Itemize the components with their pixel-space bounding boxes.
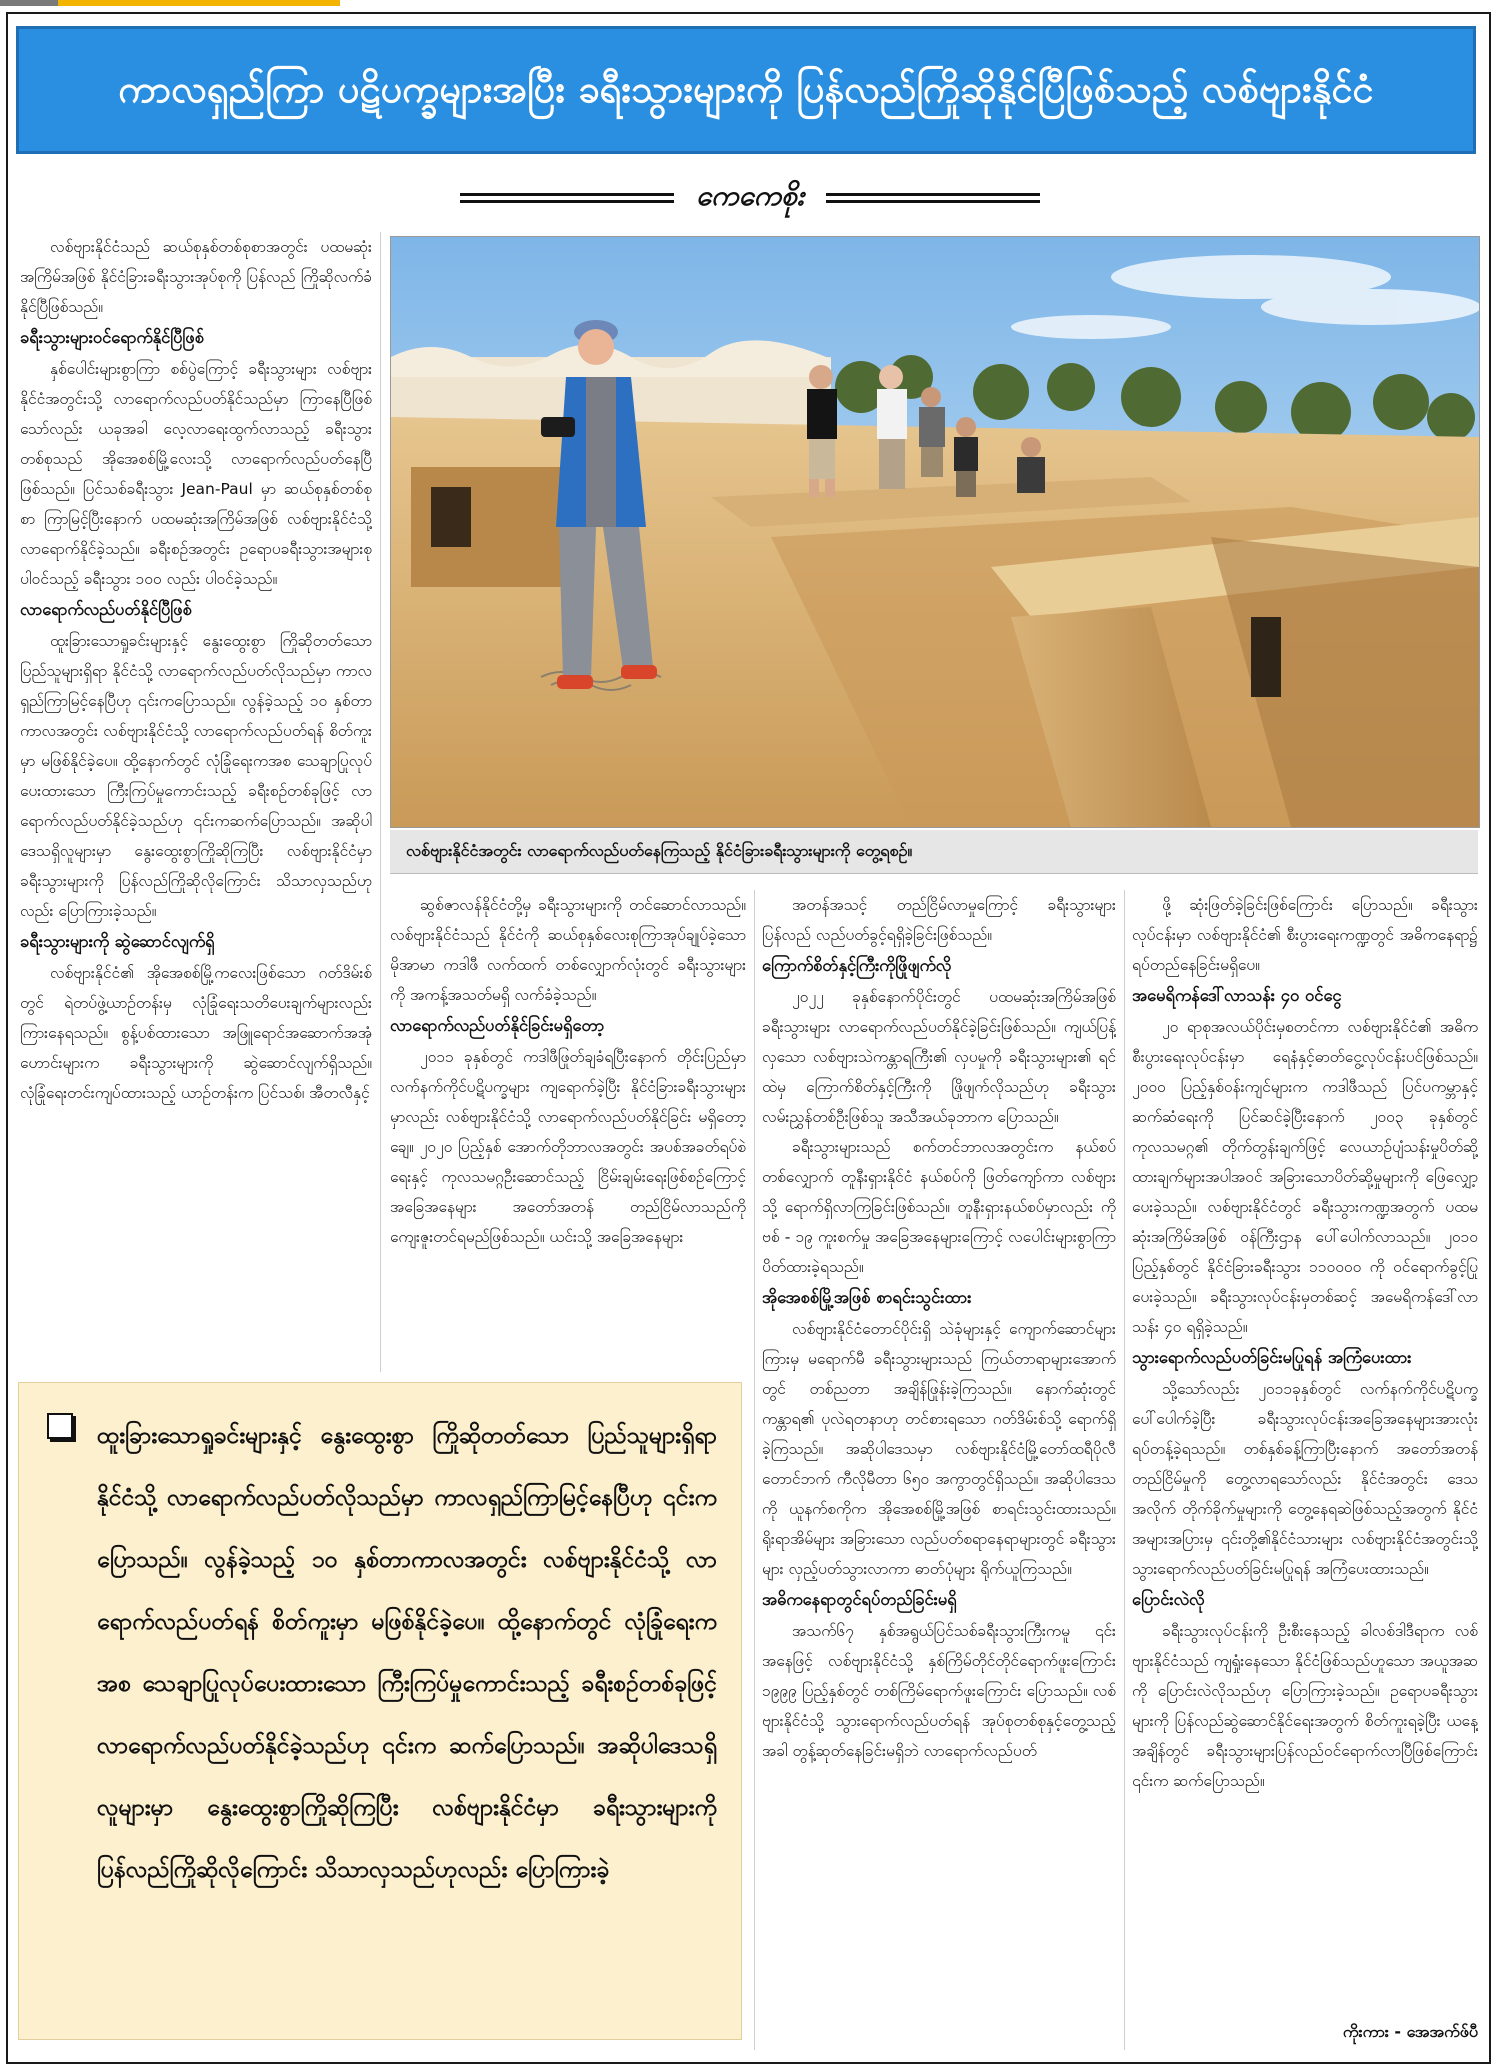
checkbox-bullet-icon: [47, 1413, 73, 1439]
paragraph: လစ်ဗျားနိုင်ငံ၏ အိုအေစစ်မြို့ကလေးဖြစ်သော ဂတ်ဒိမ်းစ်တွင် ရဲတပ်ဖွဲ့ယာဉ်တန်းမှ လုံခြုံရေးသတိပေးချက်များလည်း ကြားနေရသည်။ စွန့်ပစ်ထားသော အဖြူရောင်အဆောက်အအုံဟောင်းများက ခရီးသွားများကို ဆွဲဆောင်လျက်ရှိသည်။ လုံခြုံရေးတင်းကျပ်ထားသည့် ယာဉ်တန်းက ပြင်သစ်၊ အီတလီနှင့်: [20, 964, 372, 1102]
paragraph: ဖို့ ဆုံးဖြတ်ခဲ့ခြင်းဖြစ်ကြောင်း ပြောသည်။ ခရီးသွားလုပ်ငန်းမှာ လစ်ဗျားနိုင်ငံ၏ စီးပွားရေးကဏ္ဍတွင် အဓိကနေရာ၌ ရပ်တည်နေခြင်းမရှိပေ။: [1132, 896, 1478, 974]
paragraph: အသက်၆၇ နှစ်အရွယ်ပြင်သစ်ခရီးသွားကြီးကမူ ၎င်းအနေဖြင့် လစ်ဗျားနိုင်ငံသို့ နှစ်ကြိမ်တိုင်တိုင်ရောက်ဖူးကြောင်း ၁၉၉၉ ပြည့်နှစ်တွင် တစ်ကြိမ်ရောက်ဖူးကြောင်း ပြောသည်။ လစ်ဗျားနိုင်ငံသို့ သွားရောက်လည်ပတ်ရန် အုပ်စုတစ်စုနှင့်တွေ့သည့်အခါ တွန့်ဆုတ်နေခြင်းမရှိဘဲ လာရောက်လည်ပတ်: [762, 1622, 1116, 1760]
photo-tourists-ghadames-rooftop: [391, 237, 1479, 827]
top-strip-grey: [0, 0, 58, 6]
subheading: လာရောက်လည်ပတ်နိုင်ပြီဖြစ်: [20, 600, 192, 619]
subheading: အဓိကနေရာတွင်ရပ်တည်ခြင်းမရှိ: [762, 1590, 957, 1609]
subheading: အိုအေစစ်မြို့အဖြစ် စာရင်းသွင်းထား: [762, 1288, 972, 1307]
headline-banner: [16, 26, 1476, 154]
article-photo: [390, 236, 1480, 828]
photo-caption: လစ်ဗျားနိုင်ငံအတွင်း လာရောက်လည်ပတ်နေကြသည့် နိုင်ငံခြားခရီးသွားများကို တွေ့ရစဉ်။: [390, 830, 1478, 874]
paragraph: ၂၀၁၁ ခုနှစ်တွင် ကဒါဖီဖြုတ်ချခံရပြီးနောက် တိုင်းပြည်မှာ လက်နက်ကိုင်ပဋိပက္ခများ ကျရောက်ခဲ့ပြီး နိုင်ငံခြားခရီးသွားများမှာလည်း လစ်ဗျားနိုင်ငံသို့ လာရောက်လည်ပတ်နိုင်ခြင်း မရှိတော့ချေ။ ၂၀၂၀ ပြည့်နှစ် အောက်တိုဘာလအတွင်း အပစ်အခတ်ရပ်စဲရေးနှင့် ကုလသမဂ္ဂဦးဆောင်သည့် ငြိမ်းချမ်းရေးဖြစ်စဉ်ကြောင့် အခြေအနေများ အတော်အတန် တည်ငြိမ်လာသည်ကို ကျေးဇူးတင်ရမည်ဖြစ်သည်။ ယင်းသို့ အခြေအနေများ: [390, 1048, 746, 1246]
pull-quote-box: [18, 1382, 742, 2040]
byline: [460, 176, 1040, 220]
paragraph: နှစ်ပေါင်းများစွာကြာ စစ်ပွဲကြောင့် ခရီးသွားများ လစ်ဗျားနိုင်ငံအတွင်းသို့ လာရောက်လည်ပတ်နိုင်သည်မှာ ကြာနေပြီဖြစ်သော်လည်း ယခုအခါ လေ့လာရေးထွက်လာသည့် ခရီးသွားတစ်စုသည် အိုအေစစ်မြို့လေးသို့ လာရောက်လည်ပတ်နေပြီဖြစ်သည်။ ပြင်သစ်ခရီးသွား Jean-Paul မှာ ဆယ်စုနှစ်တစ်စုစာ ကြာမြင့်ပြီးနောက် ပထမဆုံးအကြိမ်အဖြစ် လစ်ဗျားနိုင်ငံသို့ လာရောက်နိုင်ခဲ့သည်။ ခရီးစဉ်အတွင်း ဥရောပခရီးသွားအများစု ပါဝင်သည့် ခရီးသွား ၁၀၀ လည်း ပါဝင်ခဲ့သည်။: [20, 360, 372, 588]
paragraph: လစ်ဗျားနိုင်ငံသည် ဆယ်စုနှစ်တစ်စုစာအတွင်း ပထမဆုံးအကြိမ်အဖြစ် နိုင်ငံခြားခရီးသွားအုပ်စုကို ပြန်လည် ကြိုဆိုလက်ခံနိုင်ပြီဖြစ်သည်။: [20, 238, 372, 316]
column-2: [390, 890, 746, 1374]
column-divider: [1124, 890, 1125, 2050]
byline-rule-right: [826, 193, 1040, 203]
paragraph: လစ်ဗျားနိုင်ငံတောင်ပိုင်းရှိ သဲခုံများနှင့် ကျောက်ဆောင်များကြားမှ မရောက်မီ ခရီးသွားများသည် ကြယ်တာရာများအောက်တွင် တစ်ညတာ အချိန်ဖြုန်းခဲ့ကြသည်။ နောက်ဆုံးတွင် ကန္တာရ၏ ပုလဲရတနာဟု တင်စားရသော ဂတ်ဒိမ်းစ်သို့ ရောက်ရှိခဲ့ကြသည်။ အဆိုပါဒေသမှာ လစ်ဗျားနိုင်ငံမြို့တော်ထရီပိုလီ တောင်ဘက် ကီလိုမီတာ ၆၅၀ အကွာတွင်ရှိသည်။ အဆိုပါဒေသကို ယူနက်စကိုက အိုအေစစ်မြို့အဖြစ် စာရင်းသွင်းထားသည်။ ရိုးရာအိမ်များ အခြားသော လည်ပတ်စရာနေရာများတွင် ခရီးသွားများ လှည့်ပတ်သွားလာကာ ဓာတ်ပုံများ ရိုက်ယူကြသည်။: [762, 1320, 1116, 1578]
source-credit: ကိုးကား - အေအက်ဖ်ပီ: [1342, 2022, 1478, 2041]
column-1: [20, 232, 372, 1372]
headline: ကာလရှည်ကြာ ပဋိပက္ခများအပြီး ခရီးသွားများကို ပြန်လည်ကြိုဆိုနိုင်ပြီဖြစ်သည့် လစ်ဗျားနိုင်ငံ: [118, 67, 1374, 112]
subheading: အမေရိကန်ဒေါ်လာသန်း ၄၀ ဝင်ငွေ: [1132, 986, 1342, 1005]
subheading: ကြောက်စိတ်နှင့်ကြီးကိုဖြိုဖျက်လို: [762, 956, 952, 975]
subheading: ခရီးသွားများကို ဆွဲဆောင်လျက်ရှိ: [20, 932, 215, 951]
column-divider: [754, 890, 755, 2050]
paragraph: ခရီးသွားများသည် စက်တင်ဘာလအတွင်းက နယ်စပ်တစ်လျှောက် တူနီးရှားနိုင်ငံ နယ်စပ်ကို ဖြတ်ကျော်ကာ လစ်ဗျားသို့ ရောက်ရှိလာကြခြင်းဖြစ်သည်။ တူနီးရှားနယ်စပ်မှာလည်း ကိုဗစ် - ၁၉ ကူးစက်မှု အခြေအနေများကြောင့် လပေါင်းများစွာကြာ ပိတ်ထားခဲ့ရသည်။: [762, 1138, 1116, 1276]
top-color-strip: [0, 0, 1499, 10]
column-divider: [380, 232, 381, 1372]
subheading: ခရီးသွားများဝင်ရောက်နိုင်ပြီဖြစ်: [20, 328, 204, 347]
paragraph: ဆွစ်ဇာလန်နိုင်ငံတို့မှ ခရီးသွားများကို တင်ဆောင်လာသည်။ လစ်ဗျားနိုင်ငံသည် နိုင်ငံကို ဆယ်စုနှစ်လေးစုကြာအုပ်ချုပ်ခဲ့သော မိုအာမာ ကဒါဖီ လက်ထက် တစ်လျှောက်လုံးတွင် ခရီးသွားများကို အကန့်အသတ်မရှိ လက်ခံခဲ့သည်။: [390, 896, 746, 1004]
paragraph: ၂၀၂၂ ခုနှစ်နောက်ပိုင်းတွင် ပထမဆုံးအကြိမ်အဖြစ် ခရီးသွားများ လာရောက်လည်ပတ်နိုင်ခဲ့ခြင်းဖြစ်သည်။ ကျယ်ပြန့်လှသော လစ်ဗျားသဲကန္တာရကြီး၏ လှပမှုကို ခရီးသွားများ၏ ရင်ထဲမှ ကြောက်စိတ်နှင့်ကြီးကို ဖြိုဖျက်လိုသည်ဟု ခရီးသွားလမ်းညွှန်တစ်ဦးဖြစ်သူ အသီအယ်ခုဘာက ပြောသည်။: [762, 988, 1116, 1126]
subheading: ပြောင်းလဲလို: [1132, 1590, 1205, 1609]
pull-quote-text: ထူးခြားသောရှုခင်းများနှင့် နွေးထွေးစွာ ကြိုဆိုတတ်သော ပြည်သူများရှိရာ နိုင်ငံသို့ လာရောက်လည်ပတ်လိုသည်မှာ ကာလရှည်ကြာမြင့်နေပြီဟု ၎င်းကပြောသည်။ လွန်ခဲ့သည့် ၁၀ နှစ်တာကာလအတွင်း လစ်ဗျားနိုင်ငံသို့ လာရောက်လည်ပတ်ရန် စိတ်ကူးမှာ မဖြစ်နိုင်ခဲ့ပေ။ ထို့နောက်တွင် လုံခြုံရေးကအစ သေချာပြုလုပ်ပေးထားသော ကြီးကြပ်မှုကောင်းသည့် ခရီးစဉ်တစ်ခုဖြင့် လာရောက်လည်ပတ်နိုင်ခဲ့သည်ဟု ၎င်းက ဆက်ပြောသည်။ အဆိုပါဒေသရှိလူများမှာ နွေးထွေးစွာကြိုဆိုကြပြီး လစ်ဗျားနိုင်ငံမှာ ခရီးသွားများကို ပြန်လည်ကြိုဆိုလိုကြောင်း သိသာလှသည်ဟုလည်း ပြောကြားခဲ့: [97, 1423, 717, 1883]
column-4: [1132, 890, 1478, 2010]
subheading: သွားရောက်လည်ပတ်ခြင်းမပြုရန် အကြံပေးထား: [1132, 1348, 1412, 1367]
subheading: လာရောက်လည်ပတ်နိုင်ခြင်းမရှိတော့: [390, 1016, 605, 1035]
byline-rule-left: [460, 193, 674, 203]
paragraph: ထူးခြားသောရှုခင်းများနှင့် နွေးထွေးစွာ ကြိုဆိုတတ်သောပြည်သူများရှိရာ နိုင်ငံသို့ လာရောက်လည်ပတ်လိုသည်မှာ ကာလရှည်ကြာမြင့်နေပြီဟု ၎င်းကပြောသည်။ လွန်ခဲ့သည့် ၁၀ နှစ်တာ ကာလအတွင်း လစ်ဗျားနိုင်ငံသို့ လာရောက်လည်ပတ်ရန် စိတ်ကူးမှာ မဖြစ်နိုင်ခဲ့ပေ။ ထို့နောက်တွင် လုံခြုံရေးကအစ သေချာပြုလုပ်ပေးထားသော ကြီးကြပ်မှုကောင်းသည့် ခရီးစဉ်တစ်ခုဖြင့် လာရောက်လည်ပတ်နိုင်ခဲ့သည်ဟု ၎င်းကဆက်ပြောသည်။ အဆိုပါဒေသရှိလူများမှာ နွေးထွေးစွာကြိုဆိုကြပြီး လစ်ဗျားနိုင်ငံမှာ ခရီးသွားများကို ပြန်လည်ကြိုဆိုလိုကြောင်း သိသာလှသည်ဟုလည်း ပြောကြားခဲ့သည်။: [20, 632, 372, 920]
column-3: [762, 890, 1116, 2050]
paragraph: ခရီးသွားလုပ်ငန်းကို ဦးစီးနေသည့် ခါလစ်ဒါဒီရာက လစ်ဗျားနိုင်ငံသည် ကျရှုံးနေသော နိုင်ငံဖြစ်သည်ဟူသော အယူအဆကို ပြောင်းလဲလိုသည်ဟု ပြောကြားခဲ့သည်။ ဥရောပခရီးသွားများကို ပြန်လည်ဆွဲဆောင်နိုင်ရေးအတွက် စိတ်ကူးရခဲ့ပြီး ယနေ့အချိန်တွင် ခရီးသွားများပြန်လည်ဝင်ရောက်လာပြီဖြစ်ကြောင်း ၎င်းက ဆက်ပြောသည်။: [1132, 1622, 1478, 1790]
top-strip-gold: [58, 0, 340, 6]
paragraph: ၂၀ ရာစုအလယ်ပိုင်းမှစတင်ကာ လစ်ဗျားနိုင်ငံ၏ အဓိက စီးပွားရေးလုပ်ငန်းမှာ ရေနံနှင့်ဓာတ်ငွေ့လုပ်ငန်းပင်ဖြစ်သည်။ ၂၀၀၀ ပြည့်နှစ်ဝန်းကျင်များက ကဒါဖီသည် ပြင်ပကမ္ဘာနှင့် ဆက်ဆံရေးကို ပြင်ဆင်ခဲ့ပြီးနောက် ၂၀၀၃ ခုနှစ်တွင် ကုလသမဂ္ဂ၏ တိုက်တွန်းချက်ဖြင့် လေယာဉ်ပျံသန်းမှုပိတ်ဆို့ထားချက်များအပါအဝင် အခြားသောပိတ်ဆို့မှုများကို ဖြေလျှော့ပေးခဲ့သည်။ လစ်ဗျားနိုင်ငံတွင် ခရီးသွားကဏ္ဍအတွက် ပထမဆုံးအကြိမ်အဖြစ် ဝန်ကြီးဌာန ပေါ်ပေါက်လာသည်။ ၂၀၁၀ ပြည့်နှစ်တွင် နိုင်ငံခြားခရီးသွား ၁၁၀၀၀၀ ကို ဝင်ရောက်ခွင့်ပြုပေးခဲ့သည်။ ခရီးသွားလုပ်ငန်းမှတစ်ဆင့် အမေရိကန်ဒေါ်လာသန်း ၄၀ ရရှိခဲ့သည်။: [1132, 1018, 1478, 1336]
author-name: ကေကေစိုး: [695, 179, 805, 212]
paragraph: သို့သော်လည်း ၂၀၁၁ခုနှစ်တွင် လက်နက်ကိုင်ပဋိပက္ခပေါ်ပေါက်ခဲ့ပြီး ခရီးသွားလုပ်ငန်းအခြေအနေများအားလုံး ရပ်တန့်ခဲ့ရသည်။ တစ်နှစ်ခန့်ကြာပြီးနောက် အတော်အတန်တည်ငြိမ်မှုကို တွေ့လာရသော်လည်း နိုင်ငံအတွင်း ဒေသအလိုက် တိုက်ခိုက်မှုများကို တွေ့နေရဆဲဖြစ်သည့်အတွက် နိုင်ငံအများအပြားမှ ၎င်းတို့၏နိုင်ငံသားများ လစ်ဗျားနိုင်ငံအတွင်းသို့ သွားရောက်လည်ပတ်ခြင်းမပြုရန် အကြံပေးထားသည်။: [1132, 1380, 1478, 1578]
paragraph: အတန်အသင့် တည်ငြိမ်လာမှုကြောင့် ခရီးသွားများ ပြန်လည် လည်ပတ်ခွင့်ရရှိခဲ့ခြင်းဖြစ်သည်။: [762, 896, 1116, 944]
